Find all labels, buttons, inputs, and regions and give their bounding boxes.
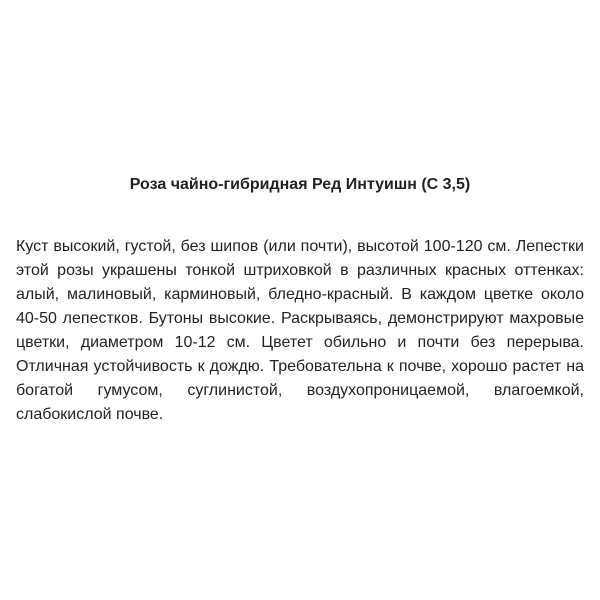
product-description: Куст высокий, густой, без шипов (или почти), высотой 100-120 см. Лепестки этой розы украшены тонкой штриховкой в различных красных оттенках: алый, малиновый, карминовый, бледно-красный. В каждом цветке около 40-50 лепестков. Бутоны высокие. Раскрываясь, демонстрируют махровые цветки, диаметром 10-12 см. Цветет обильно и почти без перерыва. Отличная устойчивость к дождю. Требовательна к почве, хорошо растет на богатой гумусом, суглинистой, воздухопроницаемой, влагоемкой, слабокислой почве. bbox=[16, 238, 584, 423]
product-title: Роза чайно-гибридная Ред Интуишн (С 3,5) bbox=[129, 176, 471, 193]
